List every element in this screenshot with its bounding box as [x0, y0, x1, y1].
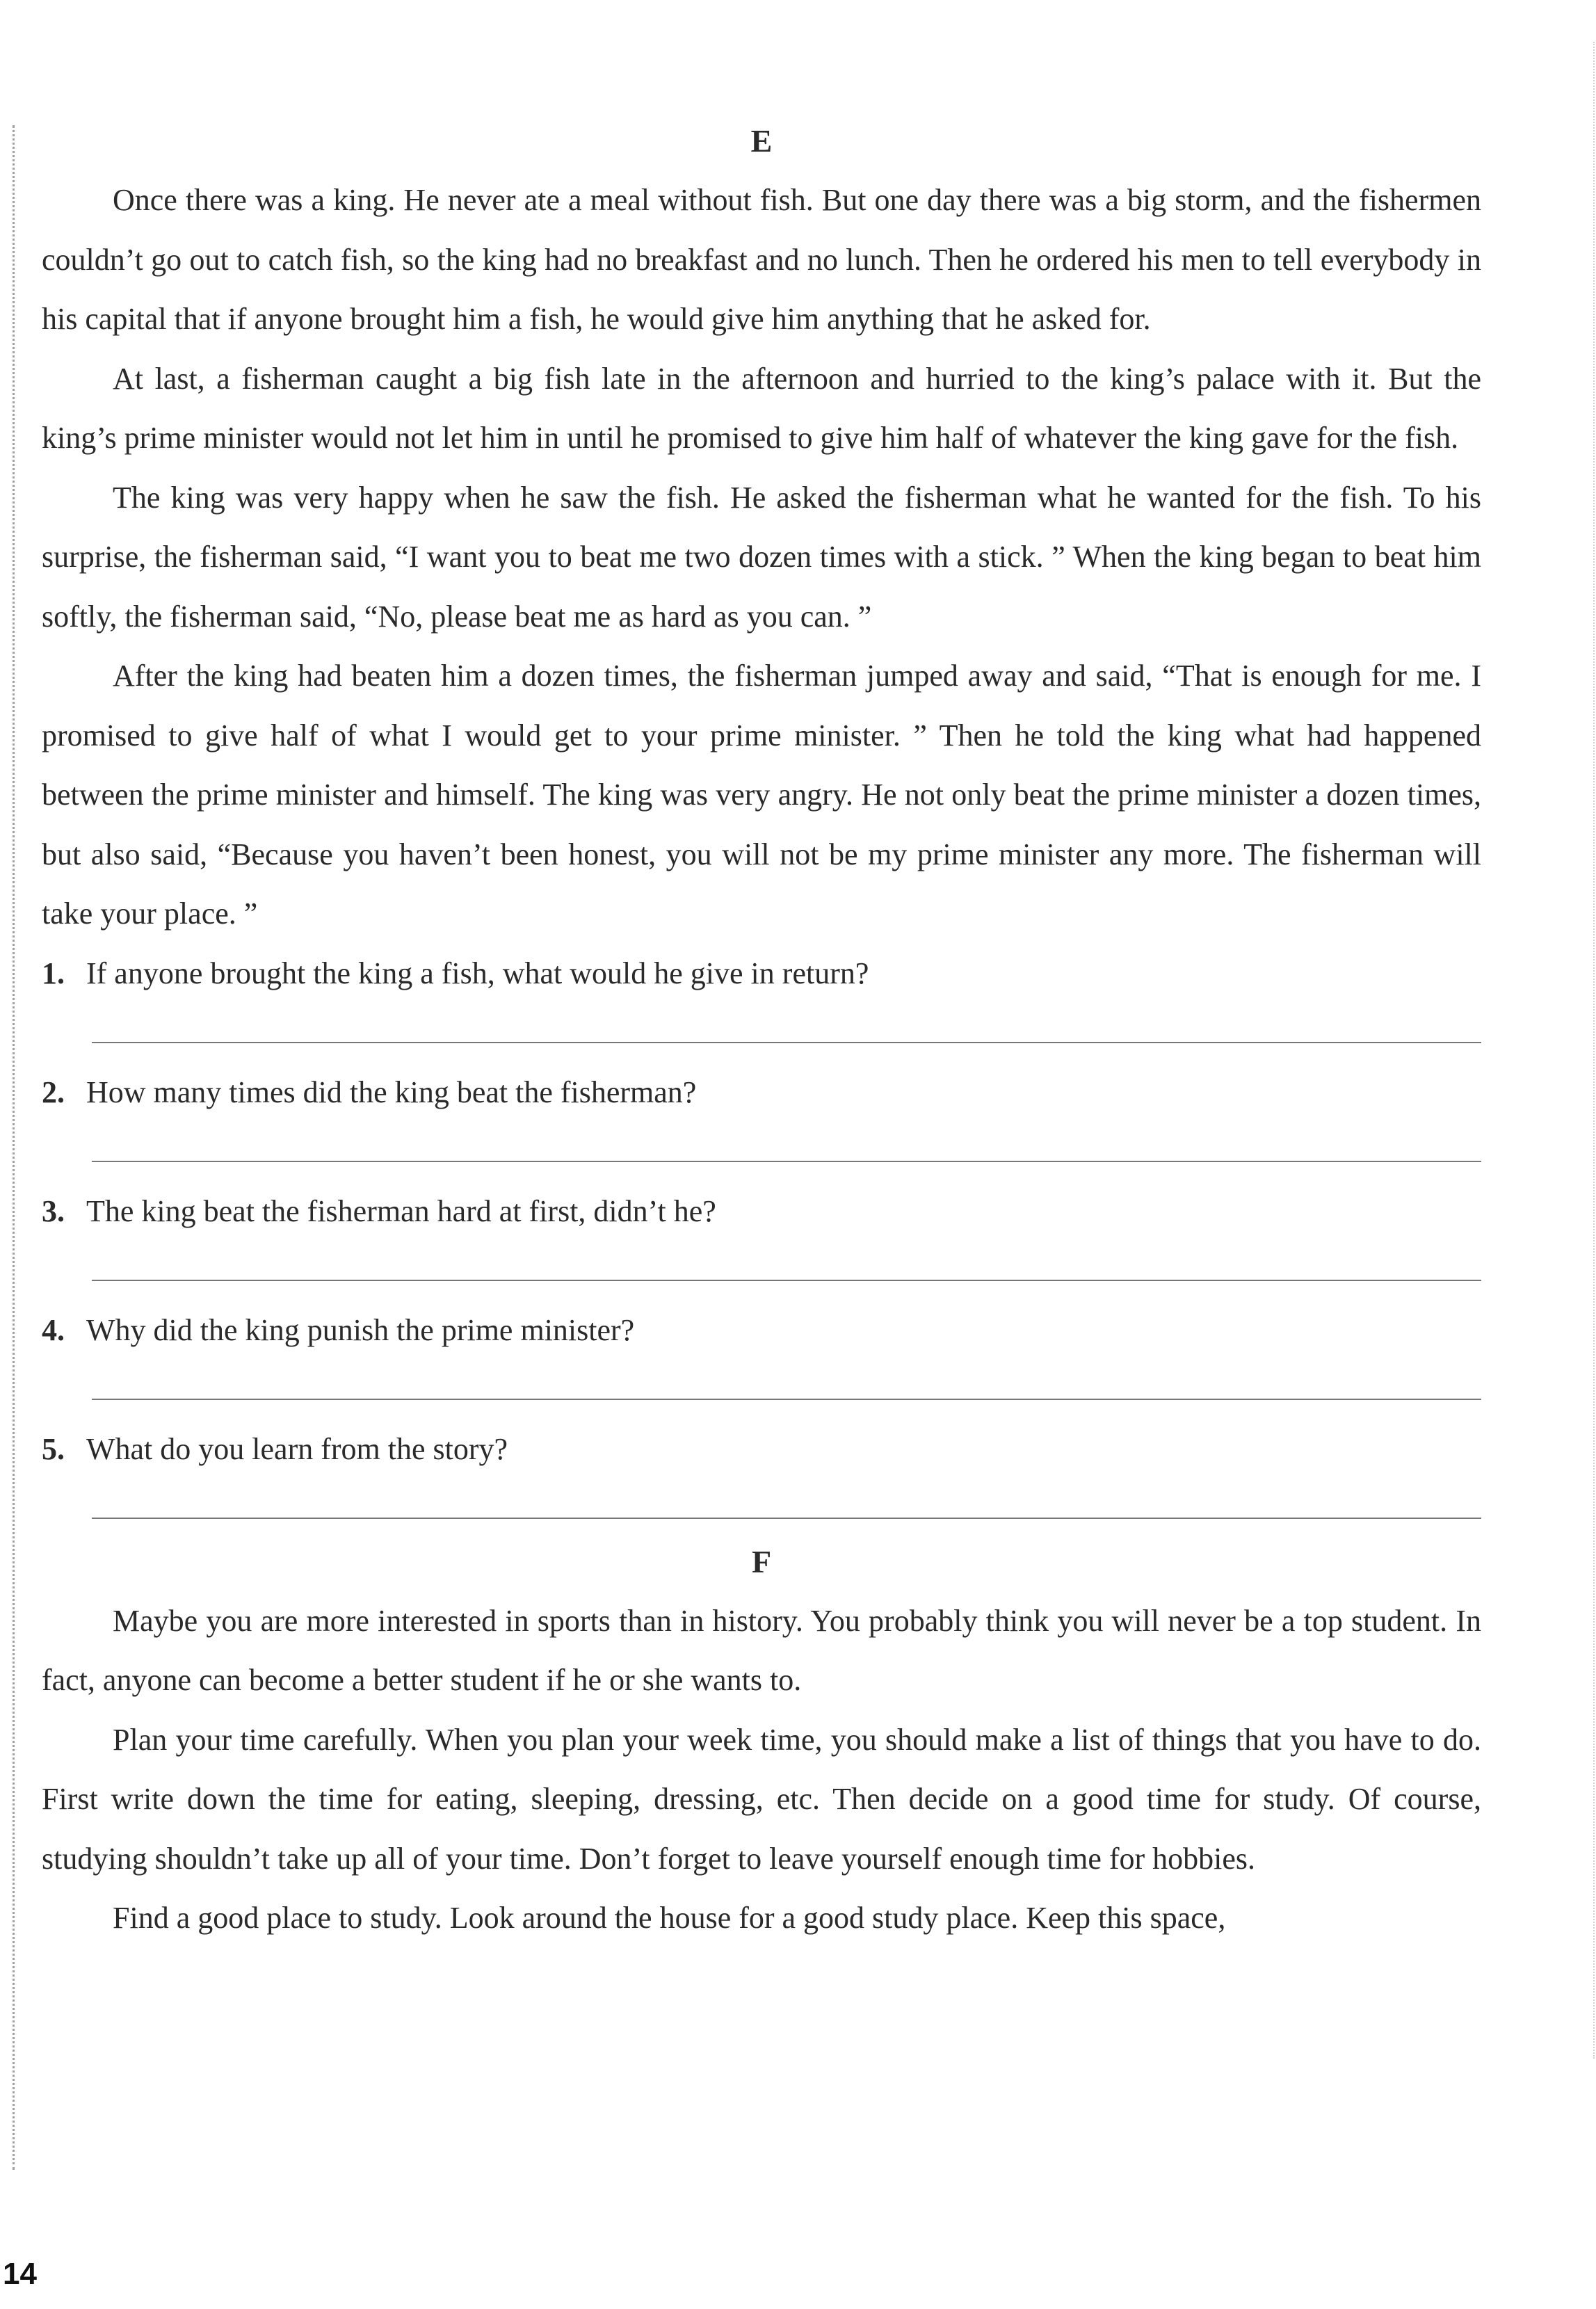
question-text: What do you learn from the story? — [86, 1431, 508, 1466]
section-e-paragraph-3: The king was very happy when he saw the fish. He asked the fisherman what he wanted for the fish. To his surprise, the fisherman said, “I want you to beat me two dozen times with a stick. ” When the king began to beat him softly, the fisherman said, “No, please beat me as hard as you can. ” — [42, 480, 1481, 634]
answer-line-1[interactable] — [42, 1003, 1481, 1063]
section-f-title: F — [751, 1543, 772, 1579]
question-number: 2. — [42, 1075, 65, 1109]
answer-line-5[interactable] — [42, 1479, 1481, 1538]
question-number: 4. — [42, 1312, 65, 1347]
section-e-title: E — [750, 123, 773, 159]
question-text: If anyone brought the king a fish, what would he give in return? — [86, 956, 869, 990]
answer-line-4[interactable] — [42, 1360, 1481, 1419]
page-number: 14 — [3, 2257, 37, 2291]
question-text: How many times did the king beat the fisherman? — [86, 1075, 697, 1109]
question-3 — [42, 1182, 1481, 1241]
question-number: 5. — [42, 1431, 65, 1466]
answer-line-2[interactable] — [42, 1122, 1481, 1182]
section-f — [42, 1543, 1481, 1948]
question-5 — [42, 1419, 1481, 1479]
section-e-paragraph-2: At last, a fisherman caught a big fish late in the afternoon and hurried to the king’s palace with it. But the king’s prime minister would not let him in until he promised to give him half of whatever the king gave for the fish. — [42, 361, 1481, 455]
section-f-paragraph-2: Plan your time carefully. When you plan your week time, you should make a list of things that you have to do. First write down the time for eating, sleeping, dressing, etc. Then decide on a good time for study. Of course, studying shouldn’t take up all of your time. Don’t forget to leave yourself enough time for hobbies. — [42, 1722, 1481, 1876]
section-e-paragraph-1: Once there was a king. He never ate a meal without fish. But one day there was a big storm, and the fishermen couldn’t go out to catch fish, so the king had no breakfast and no lunch. Then he ordered his men to tell everybody in his capital that if anyone brought him a fish, he would give him anything that he asked for. — [42, 183, 1481, 336]
binding-edge — [13, 125, 15, 2170]
question-2 — [42, 1063, 1481, 1123]
question-number: 1. — [42, 956, 65, 990]
question-text: Why did the king punish the prime minister? — [86, 1312, 635, 1347]
question-4 — [42, 1301, 1481, 1360]
page-content — [42, 122, 1481, 1948]
question-number: 3. — [42, 1193, 65, 1228]
section-e-paragraph-4: After the king had beaten him a dozen times, the fisherman jumped away and said, “That is enough for me. I promised to give half of what I would get to your prime minister. ” Then he told the king what had happened between the prime minister and himself. The king was very angry. He not only beat the prime minister a dozen times, but also said, “Because you haven’t been honest, you will not be my prime minister any more. The fisherman will take your place. ” — [42, 659, 1481, 931]
page-edge-right — [1593, 42, 1595, 2059]
section-f-paragraph-1: Maybe you are more interested in sports than in history. You probably think you will never be a top student. In fact, anyone can become a better student if he or she wants to. — [42, 1603, 1481, 1697]
question-text: The king beat the fisherman hard at first, didn’t he? — [86, 1193, 716, 1228]
section-f-paragraph-3: Find a good place to study. Look around the house for a good study place. Keep this space, — [113, 1901, 1226, 1935]
question-1 — [42, 944, 1481, 1004]
answer-line-3[interactable] — [42, 1241, 1481, 1301]
section-e — [42, 122, 1481, 1538]
